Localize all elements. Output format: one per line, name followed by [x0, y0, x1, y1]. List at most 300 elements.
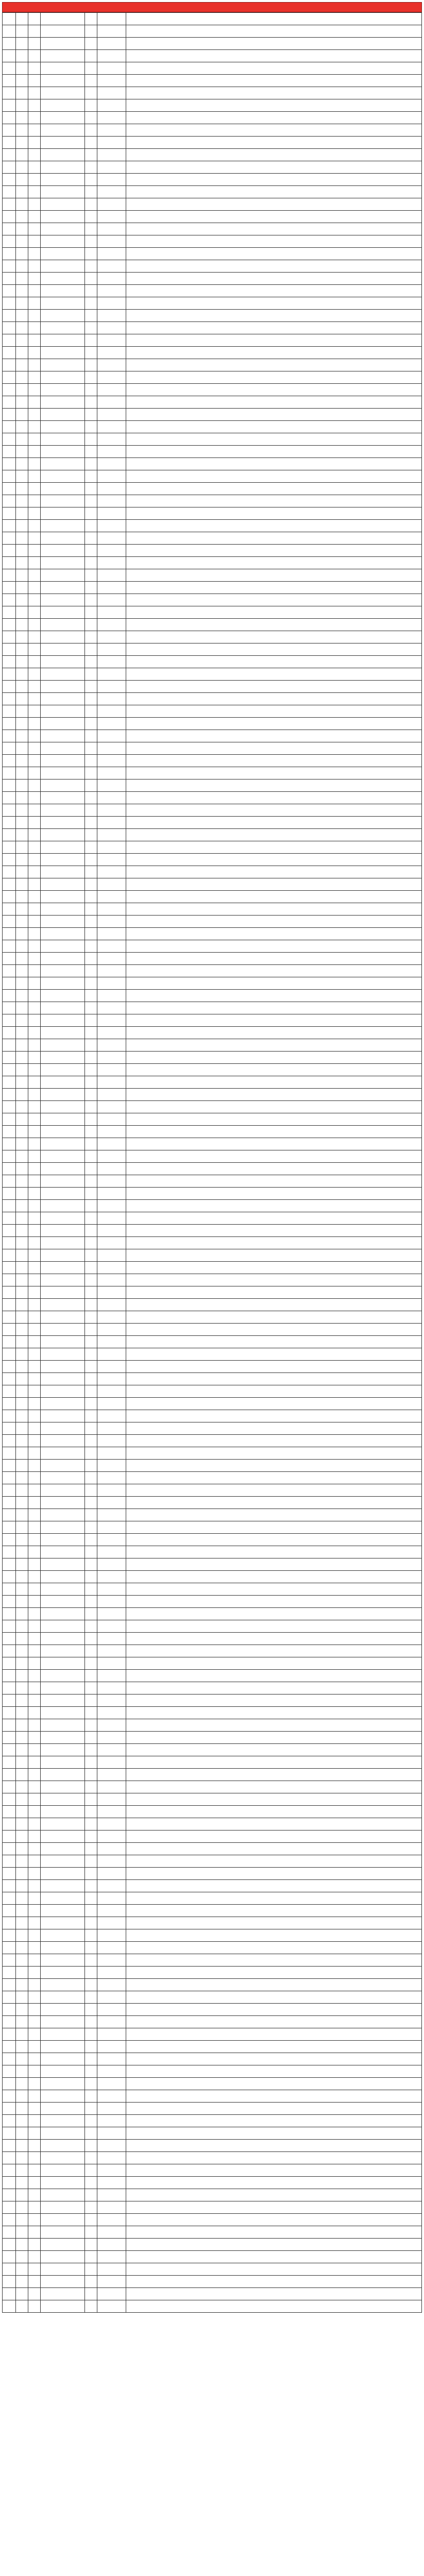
table-cell — [41, 619, 85, 631]
table-cell — [126, 1188, 422, 1199]
table-cell — [41, 1175, 85, 1187]
table-cell — [41, 1237, 85, 1249]
table-cell — [16, 854, 28, 866]
table-cell — [97, 1076, 126, 1088]
table-row — [3, 2276, 422, 2288]
table-cell — [28, 2251, 41, 2263]
table-cell — [126, 1311, 422, 1323]
table-row — [3, 891, 422, 903]
table-cell — [41, 606, 85, 618]
table-cell — [41, 1954, 85, 1966]
table-cell — [41, 693, 85, 705]
table-cell — [126, 779, 422, 791]
table-row — [3, 557, 422, 569]
table-cell — [85, 99, 97, 111]
table-cell — [126, 50, 422, 62]
table-cell — [41, 446, 85, 457]
table-row — [3, 1756, 422, 1769]
table-cell — [97, 1756, 126, 1768]
table-cell — [16, 977, 28, 989]
table-cell — [16, 1002, 28, 1014]
table-cell — [28, 1138, 41, 1150]
table-cell — [41, 1732, 85, 1743]
table-cell — [16, 767, 28, 779]
table-cell — [3, 1880, 16, 1892]
table-cell — [3, 1954, 16, 1966]
table-cell — [28, 223, 41, 235]
table-row — [3, 619, 422, 631]
table-cell — [97, 1200, 126, 1212]
table-cell — [126, 223, 422, 235]
table-cell — [97, 1336, 126, 1348]
table-cell — [16, 433, 28, 445]
table-cell — [28, 62, 41, 74]
table-cell — [85, 1163, 97, 1175]
table-row — [3, 1855, 422, 1868]
table-cell — [85, 1831, 97, 1842]
table-cell — [28, 730, 41, 742]
table-cell — [97, 1113, 126, 1125]
table-cell — [126, 1101, 422, 1113]
table-cell — [97, 371, 126, 383]
table-cell — [97, 470, 126, 482]
table-cell — [126, 1286, 422, 1298]
table-cell — [28, 2239, 41, 2250]
table-cell — [126, 1719, 422, 1731]
table-cell — [126, 1163, 422, 1175]
table-cell — [16, 1546, 28, 1558]
table-cell — [126, 1967, 422, 1978]
table-row — [3, 2300, 422, 2313]
table-cell — [85, 953, 97, 964]
table-cell — [126, 1843, 422, 1855]
table-cell — [28, 1150, 41, 1162]
table-cell — [3, 38, 16, 49]
table-row — [3, 681, 422, 693]
table-cell — [126, 409, 422, 420]
table-row — [3, 223, 422, 235]
table-cell — [97, 557, 126, 569]
table-cell — [28, 1596, 41, 1607]
table-row — [3, 260, 422, 273]
table-cell — [3, 2201, 16, 2213]
table-cell — [126, 990, 422, 1002]
table-row — [3, 1286, 422, 1299]
table-cell — [41, 1558, 85, 1570]
table-cell — [3, 1633, 16, 1645]
table-cell — [41, 371, 85, 383]
table-cell — [3, 137, 16, 148]
table-row — [3, 248, 422, 260]
table-cell — [126, 953, 422, 964]
table-cell — [16, 211, 28, 223]
table-cell — [97, 149, 126, 161]
table-cell — [41, 1052, 85, 1063]
table-cell — [28, 1089, 41, 1100]
table-row — [3, 1113, 422, 1126]
table-cell — [41, 1756, 85, 1768]
table-cell — [126, 928, 422, 940]
table-cell — [3, 656, 16, 668]
table-cell — [97, 1348, 126, 1360]
table-row — [3, 384, 422, 396]
table-cell — [3, 1385, 16, 1397]
table-cell — [126, 1274, 422, 1286]
table-cell — [16, 124, 28, 136]
table-cell — [41, 1435, 85, 1447]
table-cell — [41, 2214, 85, 2226]
table-cell — [16, 792, 28, 804]
table-cell — [97, 779, 126, 791]
table-cell — [126, 792, 422, 804]
table-cell — [126, 2164, 422, 2176]
table-cell — [41, 928, 85, 940]
table-cell — [16, 2288, 28, 2300]
table-cell — [41, 1670, 85, 1682]
table-cell — [97, 1188, 126, 1199]
table-cell — [28, 50, 41, 62]
table-cell — [85, 50, 97, 62]
table-cell — [97, 359, 126, 371]
table-cell — [126, 1472, 422, 1484]
table-cell — [3, 718, 16, 730]
table-cell — [16, 198, 28, 210]
table-cell — [16, 2127, 28, 2139]
table-cell — [28, 2189, 41, 2201]
table-cell — [28, 1311, 41, 1323]
table-cell — [85, 2214, 97, 2226]
table-cell — [97, 495, 126, 507]
table-cell — [41, 322, 85, 334]
table-cell — [16, 1472, 28, 1484]
table-cell — [97, 631, 126, 643]
table-cell — [97, 25, 126, 37]
table-row — [3, 99, 422, 112]
table-cell — [16, 619, 28, 631]
table-cell — [41, 260, 85, 272]
table-cell — [85, 25, 97, 37]
table-cell — [41, 495, 85, 507]
table-cell — [85, 2127, 97, 2139]
table-cell — [16, 891, 28, 903]
table-cell — [41, 1534, 85, 1546]
table-cell — [97, 186, 126, 198]
table-cell — [126, 1905, 422, 1917]
table-row — [3, 792, 422, 804]
table-cell — [28, 1917, 41, 1929]
table-cell — [97, 878, 126, 890]
table-cell — [85, 2041, 97, 2053]
table-cell — [16, 2177, 28, 2189]
table-cell — [126, 532, 422, 544]
table-cell — [41, 1410, 85, 1422]
table-cell — [28, 359, 41, 371]
table-cell — [28, 38, 41, 49]
table-cell — [3, 1855, 16, 1867]
table-cell — [3, 1719, 16, 1731]
table-cell — [126, 1880, 422, 1892]
table-row — [3, 322, 422, 334]
table-cell — [28, 755, 41, 767]
table-cell — [3, 1299, 16, 1311]
table-cell — [3, 1682, 16, 1694]
table-cell — [3, 582, 16, 594]
table-cell — [16, 1336, 28, 1348]
table-row — [3, 2226, 422, 2239]
table-cell — [126, 1633, 422, 1645]
table-cell — [28, 1843, 41, 1855]
table-cell — [97, 1027, 126, 1039]
table-row — [3, 186, 422, 198]
table-cell — [85, 681, 97, 692]
table-cell — [16, 1843, 28, 1855]
table-cell — [28, 1707, 41, 1719]
table-cell — [3, 2177, 16, 2189]
table-cell — [126, 817, 422, 828]
table-cell — [126, 2115, 422, 2127]
table-row — [3, 2115, 422, 2127]
table-cell — [28, 2140, 41, 2151]
table-cell — [85, 1979, 97, 1991]
table-cell — [41, 2103, 85, 2114]
table-cell — [28, 1286, 41, 1298]
table-cell — [41, 1064, 85, 1076]
table-cell — [126, 1324, 422, 1335]
table-cell — [3, 2016, 16, 2028]
table-cell — [41, 1076, 85, 1088]
table-row — [3, 1620, 422, 1633]
table-row — [3, 1447, 422, 1460]
table-cell — [3, 1732, 16, 1743]
table-cell — [16, 1225, 28, 1236]
table-cell — [97, 1657, 126, 1669]
table-row — [3, 2053, 422, 2065]
table-cell — [85, 1781, 97, 1793]
table-cell — [126, 2276, 422, 2287]
table-cell — [97, 2140, 126, 2151]
table-cell — [3, 2239, 16, 2250]
table-cell — [41, 458, 85, 470]
table-cell — [3, 62, 16, 74]
table-cell — [85, 718, 97, 730]
table-cell — [85, 75, 97, 87]
table-cell — [3, 322, 16, 334]
table-cell — [3, 1398, 16, 1410]
table-row — [3, 409, 422, 421]
table-cell — [41, 1942, 85, 1954]
table-cell — [16, 916, 28, 927]
table-row — [3, 1558, 422, 1571]
table-cell — [28, 1818, 41, 1830]
table-cell — [85, 1249, 97, 1261]
table-cell — [85, 1967, 97, 1978]
table-cell — [16, 1212, 28, 1224]
table-cell — [41, 1373, 85, 1385]
table-cell — [41, 2115, 85, 2127]
table-cell — [28, 1064, 41, 1076]
table-cell — [28, 2214, 41, 2226]
table-cell — [16, 965, 28, 977]
table-cell — [85, 1422, 97, 1434]
table-cell — [85, 854, 97, 866]
table-cell — [41, 507, 85, 519]
table-cell — [41, 829, 85, 841]
table-cell — [28, 1398, 41, 1410]
table-cell — [85, 1076, 97, 1088]
table-cell — [85, 1027, 97, 1039]
table-cell — [85, 1670, 97, 1682]
table-cell — [16, 582, 28, 594]
table-cell — [41, 297, 85, 309]
table-cell — [85, 730, 97, 742]
table-cell — [97, 841, 126, 853]
table-cell — [97, 1324, 126, 1335]
table-cell — [126, 1150, 422, 1162]
table-cell — [41, 1991, 85, 2003]
table-cell — [41, 755, 85, 767]
table-cell — [28, 1225, 41, 1236]
table-cell — [28, 1967, 41, 1978]
table-cell — [41, 1497, 85, 1509]
table-cell — [3, 841, 16, 853]
table-cell — [85, 1138, 97, 1150]
table-cell — [3, 940, 16, 952]
table-cell — [126, 310, 422, 321]
table-cell — [28, 347, 41, 359]
table-cell — [126, 235, 422, 247]
table-cell — [16, 1707, 28, 1719]
table-cell — [16, 1188, 28, 1199]
table-cell — [28, 1868, 41, 1879]
table-cell — [97, 1732, 126, 1743]
table-cell — [126, 1917, 422, 1929]
table-cell — [41, 2239, 85, 2250]
table-cell — [97, 1645, 126, 1657]
table-cell — [41, 1806, 85, 1818]
table-cell — [16, 1732, 28, 1743]
table-cell — [3, 384, 16, 396]
table-cell — [41, 198, 85, 210]
table-cell — [41, 174, 85, 185]
table-cell — [3, 1831, 16, 1842]
table-cell — [16, 2263, 28, 2275]
table-cell — [97, 2065, 126, 2077]
table-cell — [126, 557, 422, 569]
table-cell — [3, 1336, 16, 1348]
table-cell — [85, 1200, 97, 1212]
table-cell — [97, 1744, 126, 1756]
table-row — [3, 1967, 422, 1979]
table-cell — [3, 1521, 16, 1533]
table-cell — [16, 1497, 28, 1509]
table-cell — [41, 1694, 85, 1706]
table-cell — [85, 396, 97, 408]
table-cell — [85, 2004, 97, 2015]
table-cell — [16, 1806, 28, 1818]
table-cell — [41, 656, 85, 668]
table-cell — [85, 1583, 97, 1595]
table-cell — [85, 1497, 97, 1509]
table-row — [3, 1385, 422, 1398]
table-row — [3, 1596, 422, 1608]
table-cell — [97, 1546, 126, 1558]
table-cell — [3, 928, 16, 940]
table-cell — [16, 1101, 28, 1113]
table-row — [3, 1324, 422, 1336]
table-cell — [3, 1868, 16, 1879]
table-cell — [16, 446, 28, 457]
table-cell — [3, 606, 16, 618]
table-cell — [28, 1979, 41, 1991]
table-cell — [28, 1732, 41, 1743]
table-cell — [41, 1460, 85, 1471]
table-row — [3, 2090, 422, 2103]
table-cell — [97, 1460, 126, 1471]
table-row — [3, 2103, 422, 2115]
table-row — [3, 1039, 422, 1052]
table-cell — [85, 174, 97, 185]
table-cell — [16, 1979, 28, 1991]
table-cell — [126, 2288, 422, 2300]
table-cell — [97, 1089, 126, 1100]
table-cell — [3, 755, 16, 767]
table-cell — [85, 1719, 97, 1731]
table-cell — [41, 965, 85, 977]
table-cell — [126, 384, 422, 396]
table-cell — [28, 1113, 41, 1125]
table-cell — [97, 817, 126, 828]
table-cell — [16, 817, 28, 828]
table-cell — [28, 582, 41, 594]
table-cell — [85, 569, 97, 581]
table-cell — [97, 829, 126, 841]
table-cell — [28, 2016, 41, 2028]
table-cell — [126, 1571, 422, 1583]
table-cell — [3, 1422, 16, 1434]
table-cell — [28, 1558, 41, 1570]
table-cell — [16, 186, 28, 198]
table-cell — [3, 817, 16, 828]
table-cell — [41, 1905, 85, 1917]
table-cell — [41, 1793, 85, 1805]
table-cell — [3, 1670, 16, 1682]
table-row — [3, 1793, 422, 1806]
table-cell — [126, 977, 422, 989]
table-cell — [97, 1249, 126, 1261]
table-cell — [41, 87, 85, 99]
table-cell — [126, 1237, 422, 1249]
table-cell — [16, 841, 28, 853]
table-cell — [3, 2263, 16, 2275]
table-cell — [41, 953, 85, 964]
table-cell — [16, 569, 28, 581]
table-cell — [85, 1373, 97, 1385]
table-cell — [28, 1905, 41, 1917]
table-row — [3, 50, 422, 62]
table-cell — [126, 2251, 422, 2263]
table-cell — [41, 161, 85, 173]
table-cell — [16, 1385, 28, 1397]
table-cell — [16, 1558, 28, 1570]
table-cell — [16, 1967, 28, 1978]
table-cell — [16, 260, 28, 272]
table-cell — [85, 347, 97, 359]
table-cell — [3, 965, 16, 977]
table-row — [3, 285, 422, 297]
table-cell — [16, 1274, 28, 1286]
table-cell — [16, 62, 28, 74]
table-row — [3, 1435, 422, 1447]
